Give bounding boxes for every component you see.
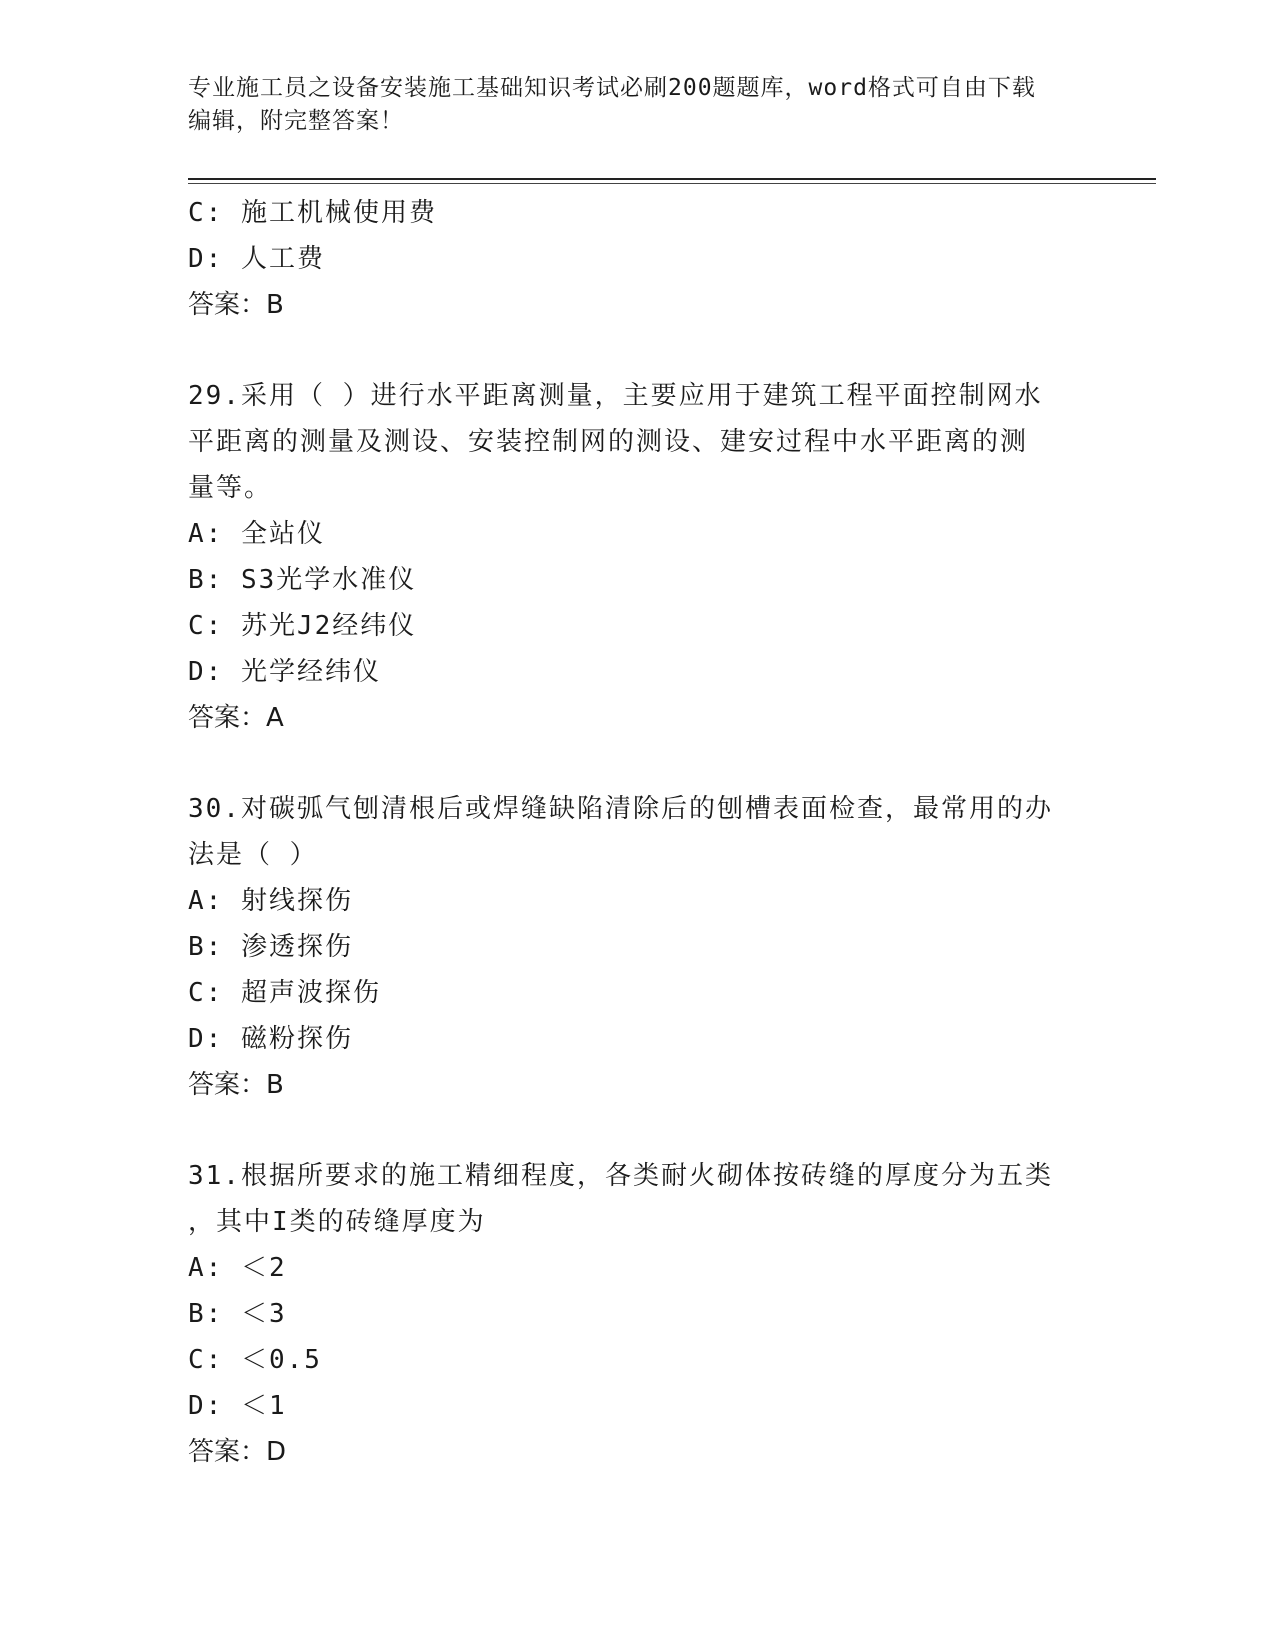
question-text-line: 平距离的测量及测设、安装控制网的测设、建安过程中水平距离的测	[188, 427, 1029, 457]
answer-line: 答案：A	[188, 703, 284, 733]
question-30	[188, 786, 1088, 1108]
option-d: D: ＜1	[188, 1391, 287, 1421]
option-d: D: 光学经纬仪	[188, 657, 381, 687]
answer-line: 答案：D	[188, 1437, 287, 1467]
question-text-line: 31.根据所要求的施工精细程度，各类耐火砌体按砖缝的厚度分为五类	[188, 1161, 1053, 1191]
header-divider-thin	[188, 183, 1156, 184]
question-text-line: 量等。	[188, 473, 273, 503]
option-b: B: S3光学水准仪	[188, 565, 417, 595]
option-b: B: ＜3	[188, 1299, 287, 1329]
question-text-line: 29.采用（ ）进行水平距离测量，主要应用于建筑工程平面控制网水	[188, 381, 1043, 411]
question-text-line: 30.对碳弧气刨清根后或焊缝缺陷清除后的刨槽表面检查，最常用的办	[188, 794, 1053, 824]
option-c: C: ＜0.5	[188, 1345, 322, 1375]
answer-line: 答案：B	[188, 1070, 284, 1100]
option-c: C: 施工机械使用费	[188, 198, 437, 228]
option-d: D: 磁粉探伤	[188, 1024, 353, 1054]
option-a: A: ＜2	[188, 1253, 287, 1283]
question-31	[188, 1153, 1088, 1475]
option-c: C: 超声波探伤	[188, 978, 381, 1008]
page-header	[188, 72, 1088, 138]
question-28-tail	[188, 190, 1088, 328]
header-line-1: 专业施工员之设备安装施工基础知识考试必刷200题题库，word格式可自由下载	[188, 75, 1036, 101]
header-line-2: 编辑，附完整答案！	[188, 108, 404, 134]
question-text-line: 法是（ ）	[188, 840, 318, 870]
option-a: A: 射线探伤	[188, 886, 353, 916]
question-29	[188, 373, 1088, 741]
option-d: D: 人工费	[188, 244, 325, 274]
option-a: A: 全站仪	[188, 519, 325, 549]
option-b: B: 渗透探伤	[188, 932, 353, 962]
document-body	[188, 190, 1088, 1475]
question-text-line: ，其中I类的砖缝厚度为	[188, 1207, 486, 1237]
header-divider-thick	[188, 178, 1156, 180]
option-c: C: 苏光J2经纬仪	[188, 611, 417, 641]
answer-line: 答案：B	[188, 290, 284, 320]
